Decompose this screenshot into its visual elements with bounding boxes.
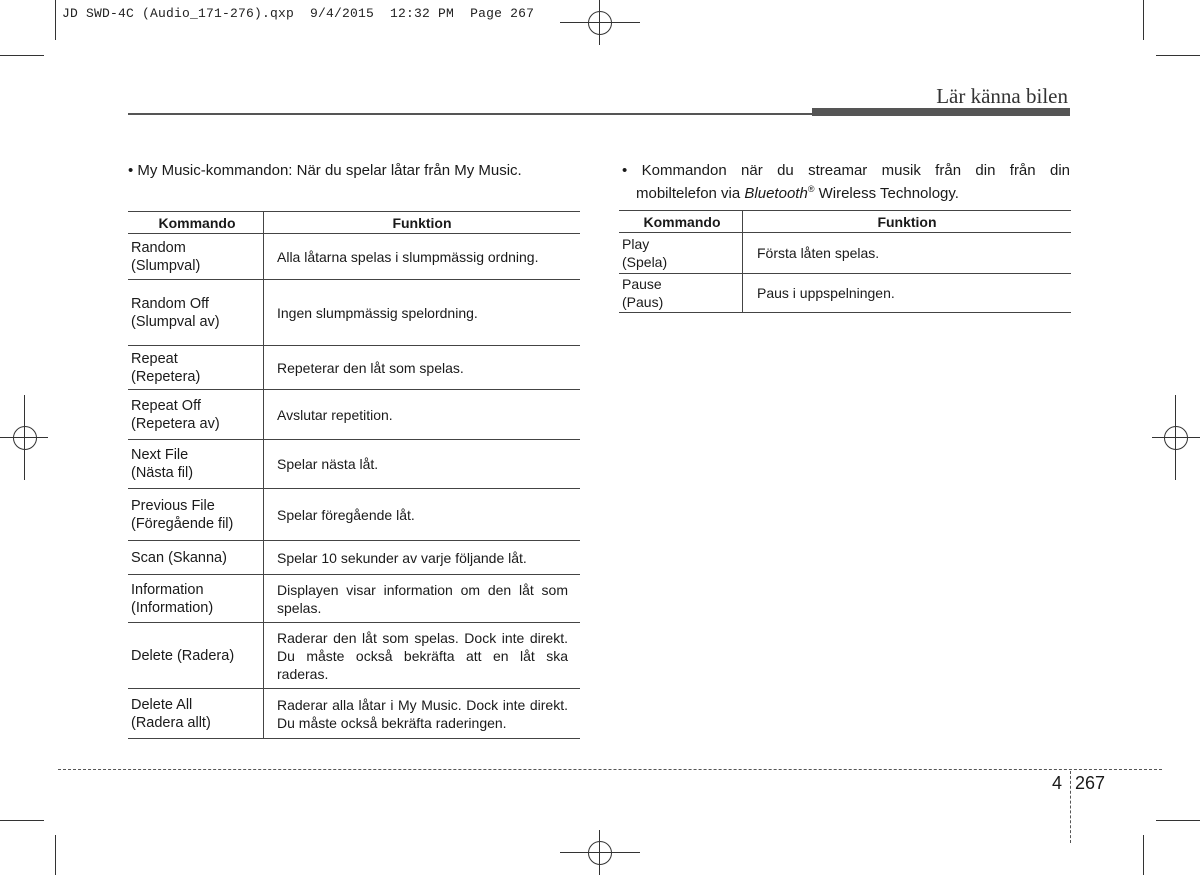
function-cell: Raderar den låt som spelas. Dock inte direkt. Du måste också bekräfta att en låt ska raderas. — [277, 629, 568, 682]
command-cell: Next File (Nästa fil) — [128, 440, 264, 489]
function-cell: Avslutar repetition. — [277, 406, 393, 423]
function-cell: Ingen slumpmässig spelordning. — [277, 304, 478, 321]
header-rule-bar — [812, 108, 1070, 116]
command-cell: Delete (Radera) — [128, 623, 264, 689]
bluetooth-brand: Bluetooth — [744, 185, 808, 202]
table-row — [128, 575, 580, 623]
command-cell: Scan (Skanna) — [128, 541, 264, 575]
crop-mark — [55, 0, 56, 40]
streaming-intro — [622, 162, 1070, 203]
crop-mark — [0, 820, 44, 821]
table-row — [619, 274, 1071, 313]
table-row — [128, 234, 580, 280]
streaming-intro-line2: mobiltelefon via Bluetooth® Wireless Technology. — [636, 184, 959, 202]
crop-mark — [1156, 55, 1200, 56]
command-cell: Previous File (Föregående fil) — [128, 489, 264, 541]
command-cell: Information (Information) — [128, 575, 264, 623]
function-cell: Spelar nästa låt. — [277, 456, 379, 472]
print-slug: JD SWD-4C (Audio_171-276).qxp 9/4/2015 12:32 PM Page 267 — [62, 6, 535, 21]
crop-mark — [0, 55, 44, 56]
column-header-function: Funktion — [877, 213, 937, 230]
column-header-command: Kommando — [619, 211, 743, 233]
streaming-commands-table — [619, 210, 1071, 313]
command-cell: Play (Spela) — [619, 233, 743, 274]
function-cell: Raderar alla låtar i My Music. Dock inte direkt. Du måste också bekräfta raderingen. — [277, 696, 568, 731]
footer-divider — [1070, 771, 1071, 843]
my-music-commands-table — [128, 211, 580, 739]
section-title: Lär känna bilen — [936, 84, 1068, 108]
column-header-function: Funktion — [392, 214, 452, 231]
command-cell: Random (Slumpval) — [128, 234, 264, 280]
crop-mark — [1143, 835, 1144, 875]
table-header-row — [128, 212, 580, 234]
streaming-intro-line1: • Kommandon när du streamar musik från din från din — [622, 162, 1070, 179]
page-number: 267 — [1075, 773, 1106, 793]
table-row — [128, 689, 580, 739]
footer-rule — [58, 769, 1162, 770]
command-cell: Repeat (Repetera) — [128, 346, 264, 390]
table-row — [128, 623, 580, 689]
table-row — [128, 280, 580, 346]
table-row — [619, 233, 1071, 274]
table-row — [128, 346, 580, 390]
table-row — [128, 541, 580, 575]
command-cell: Pause (Paus) — [619, 274, 743, 313]
column-header-command: Kommando — [128, 212, 264, 234]
table-row — [128, 440, 580, 489]
function-cell: Alla låtarna spelas i slumpmässig ordning. — [277, 248, 539, 265]
chapter-number: 4 — [1052, 773, 1063, 793]
my-music-intro: • My Music-kommandon: När du spelar låtar från My Music. — [128, 162, 522, 179]
function-cell: Displayen visar information om den låt som spelas. — [277, 581, 568, 616]
function-cell: Första låten spelas. — [757, 245, 880, 261]
header-rule — [128, 113, 812, 115]
function-cell: Spelar 10 sekunder av varje följande låt. — [277, 549, 527, 566]
crop-mark — [55, 835, 56, 875]
crop-mark — [1156, 820, 1200, 821]
command-cell: Random Off (Slumpval av) — [128, 280, 264, 346]
table-row — [128, 390, 580, 440]
command-cell: Delete All (Radera allt) — [128, 689, 264, 739]
crop-mark — [1143, 0, 1144, 40]
function-cell: Paus i uppspelningen. — [757, 285, 895, 301]
command-cell: Repeat Off (Repetera av) — [128, 390, 264, 440]
function-cell: Spelar föregående låt. — [277, 506, 415, 523]
table-row — [128, 489, 580, 541]
table-header-row — [619, 211, 1071, 233]
function-cell: Repeterar den låt som spelas. — [277, 359, 464, 376]
